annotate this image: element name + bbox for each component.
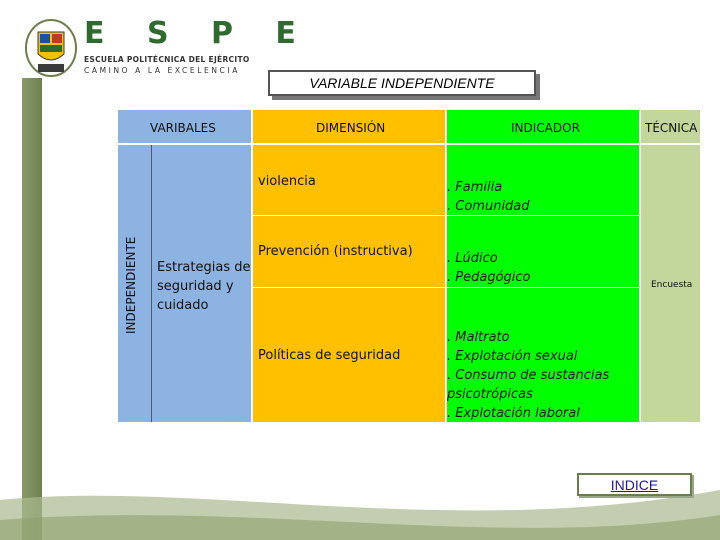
institution-name: ESCUELA POLITÉCNICA DEL EJÉRCITO bbox=[84, 55, 250, 64]
index-link-button[interactable]: INDICE bbox=[577, 473, 692, 496]
technique-value: Encuesta bbox=[651, 280, 693, 290]
indicator-text: . Explotación laboral bbox=[447, 406, 580, 421]
header-dimension: DIMENSIÓN bbox=[316, 121, 386, 135]
page-title: VARIABLE INDEPENDIENTE bbox=[268, 70, 536, 96]
header-variables: VARIBALES bbox=[150, 121, 216, 135]
indicator-text: psicotrópicas bbox=[447, 387, 533, 402]
indicator-text: . Lúdico bbox=[447, 251, 498, 266]
dimension-text: Prevención (instructiva) bbox=[258, 244, 413, 259]
dimension-text: Políticas de seguridad bbox=[258, 348, 401, 363]
indicator-text: . Explotación sexual bbox=[447, 349, 578, 364]
dimension-text: violencia bbox=[258, 174, 316, 189]
divider bbox=[639, 110, 641, 422]
indicator-text: . Consumo de sustancias bbox=[447, 368, 610, 383]
side-label-independiente: INDEPENDIENTE bbox=[124, 236, 138, 334]
header-indicator: INDICADOR bbox=[511, 121, 580, 135]
variable-value-line: Estrategias de bbox=[157, 260, 251, 275]
espe-seal-icon bbox=[24, 18, 78, 78]
divider bbox=[118, 143, 700, 145]
espe-wordmark: E S P E bbox=[84, 16, 312, 51]
institution-motto: CAMINO A LA EXCELENCIA bbox=[84, 66, 240, 75]
indicator-text: . Pedagógico bbox=[447, 270, 531, 285]
left-decorative-stripe bbox=[22, 78, 42, 540]
indicator-text: . Comunidad bbox=[447, 199, 530, 214]
divider bbox=[251, 110, 253, 422]
indicator-text: . Maltrato bbox=[447, 330, 510, 345]
header-technique: TÉCNICA bbox=[645, 121, 698, 135]
indicator-text: . Familia bbox=[447, 180, 503, 195]
variable-value-line: cuidado bbox=[157, 298, 209, 313]
variable-value-line: seguridad y bbox=[157, 279, 234, 294]
